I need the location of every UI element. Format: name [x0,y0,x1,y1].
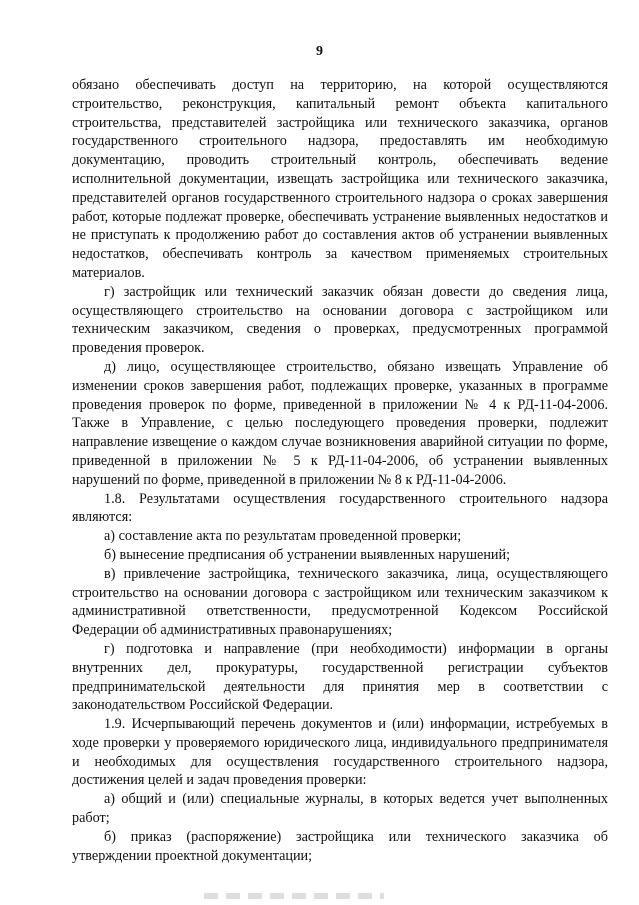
paragraph-item-g: г) застройщик или технический заказчик обязан довести до сведения лица, осуществляющего строительство на основании договора с застройщиком или техническим заказчиком, сведения о проверках, предусмотренных программой проведения проверок. [72,283,608,357]
paragraph-continuation: обязано обеспечивать доступ на территорию, на которой осуществляются строительство, реконструкция, капитальный ремонт объекта капитального строительства, представителей застройщика или технического заказчика, органов государственного строительного надзора, предоставлять им необходимую документацию, проводить строительный контроль, обеспечивать ведение исполнительной документации, извещать застройщика или технического заказчика, представителей органов государственного строительного надзора о сроках завершения работ, которые подлежат проверке, обеспечивать устранение выявленных недостатков и не приступать к продолжению работ до составления актов об устранении выявленных недостатков, обеспечивать контроль за качеством применяемых строительных материалов. [72,77,608,281]
list-item-1-9-a: а) общий и (или) специальные журналы, в которых ведется учет выполненных работ; [72,791,608,827]
list-item-1-8-v: в) привлечение застройщика, технического заказчика, лица, осуществляющего строительство на основании договора с застройщиком или техническим заказчиком к административной ответственности, предусмотренной Кодексом Российской Федерации об административных правонарушениях; [72,565,608,639]
paragraph-item-d: д) лицо, осуществляющее строительство, обязано извещать Управление об изменении сроков завершения работ, подлежащих проверке, указанных в программе проведения проверок по форме, приведенной в приложении № 4 к РД-11-04-2006. Также в Управление, с целью последующего проведения проверки, подлежит направление извещение о каждом случае возникновения аварийной ситуации по форме, приведенной в приложении № 5 к РД-11-04-2006, об устранении выявленных нарушений по форме, приведенной в приложении № 8 к РД-11-04-2006. [72,358,608,488]
document-body [72,76,608,865]
scan-artifact [204,893,384,899]
paragraph-section-1-8: 1.8. Результатами осуществления государственного строительного надзора являются: [72,490,608,526]
list-item-1-8-a: а) составление акта по результатам проведенной проверки; [104,528,462,545]
page-number: 9 [316,44,323,59]
list-item-1-8-b: б) вынесение предписания об устранении выявленных нарушений; [104,546,511,563]
list-item-1-9-b: б) приказ (распоряжение) застройщика или технического заказчика об утверждении проектной документации; [72,828,608,864]
paragraph-section-1-9: 1.9. Исчерпывающий перечень документов и (или) информации, истребуемых в ходе проверки у проверяемого юридического лица, индивидуального предпринимателя и необходимых для осуществления государственного строительного надзора, достижения целей и задач проведения проверки: [72,716,608,789]
list-item-1-8-g: г) подготовка и направление (при необходимости) информации в органы внутренних дел, прокуратуры, государственной регистрации субъектов предпринимательской деятельности для принятия мер в соответствии с законодательством Российской Федерации. [72,640,608,714]
